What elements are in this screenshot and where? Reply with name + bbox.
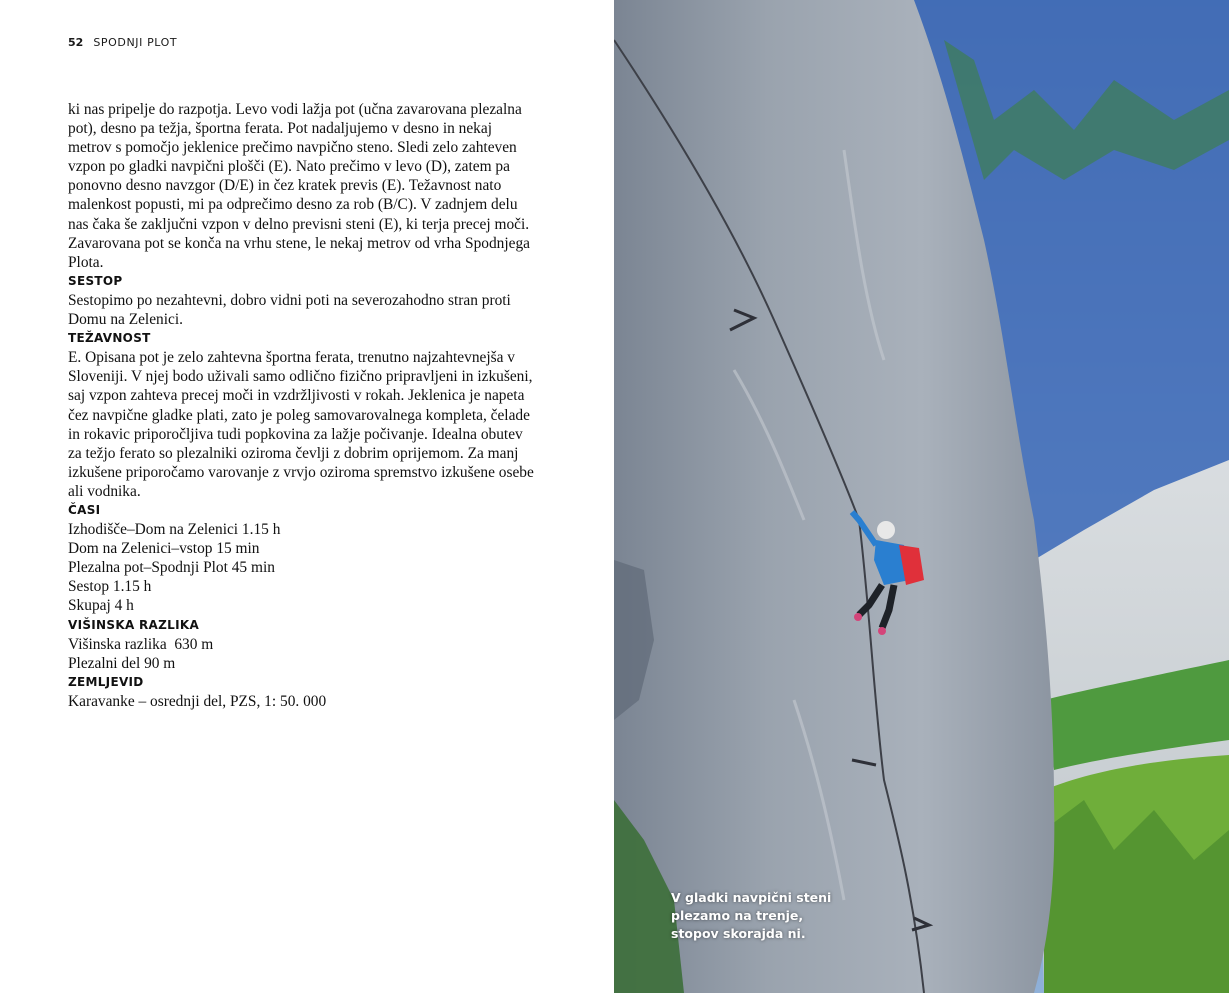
text-line: Plota. (68, 253, 104, 271)
tezavnost-heading: TEŽAVNOST (68, 331, 151, 346)
time-entry: Skupaj 4 h (68, 597, 134, 615)
text-line: vzpon po gladki navpični plošči (E). Nato prečimo v levo (D), zatem pa (68, 158, 510, 176)
text-line: Sloveniji. V njej bodo uživali samo odlično fizično pripravljeni in izkušeni, (68, 368, 533, 386)
section-title: SPODNJI PLOT (93, 36, 178, 49)
climber-shoe (854, 613, 862, 621)
intro-paragraph (68, 100, 554, 272)
text-line: nas čaka še zaključni vzpon v delno previsni steni (E), ki terja precej moči. (68, 215, 530, 233)
elevation-entry: Višinska razlika 630 m (68, 635, 214, 653)
text-line: izkušene priporočamo varovanje z vrvjo oziroma spremstvo izkušene osebe (68, 463, 534, 481)
zemljevid-heading: ZEMLJEVID (68, 674, 144, 689)
text-line: Sestopimo po nezahtevni, dobro vidni poti na severozahodno stran proti (68, 291, 511, 309)
casi-heading: ČASI (68, 502, 101, 517)
page-number: 52 (68, 36, 84, 49)
text-line: malenkost popusti, mi pa odprečimo desno za rob (B/C). V zadnjem delu (68, 196, 518, 214)
caption-line: stopov skorajda ni. (671, 926, 806, 941)
climber-shoe (878, 627, 886, 635)
sestop-heading: SESTOP (68, 273, 123, 288)
visinska-heading: VIŠINSKA RAZLIKA (68, 617, 200, 632)
tezavnost-paragraph (68, 348, 554, 501)
map-entry: Karavanke – osrednji del, PZS, 1: 50. 000 (68, 692, 327, 710)
text-line: Zavarovana pot se konča na vrhu stene, le nekaj metrov od vrha Spodnjega (68, 234, 530, 252)
text-line: za težjo ferato so plezalniki oziroma čevlji z dobrim oprijemom. Za manj (68, 444, 519, 462)
time-entry: Izhodišče–Dom na Zelenici 1.15 h (68, 521, 281, 539)
climbing-photo (614, 0, 1229, 993)
text-line: pot), desno pa težja, športna ferata. Pot nadaljujemo v desno in nekaj (68, 120, 492, 138)
text-line: ki nas pripelje do razpotja. Levo vodi lažja pot (učna zavarovana plezalna (68, 101, 522, 118)
left-page (0, 0, 614, 993)
text-line: metrov s pomočjo jeklenice prečimo navpično steno. Sledi zelo zahteven (68, 139, 517, 157)
text-line: E. Opisana pot je zelo zahtevna športna ferata, trenutno najzahtevnejša v (68, 349, 515, 367)
text-line: saj vzpon zahteva precej moči in vzdržljivosti v rokah. Jeklenica je napeta (68, 387, 525, 405)
time-entry: Plezalna pot–Spodnji Plot 45 min (68, 559, 275, 577)
running-head (68, 36, 177, 49)
text-line: ponovno desno navzgor (D/E) in čez kratek previs (E). Težavnost nato (68, 177, 502, 195)
zemljevid-paragraph (68, 692, 554, 711)
caption-line: plezamo na trenje, (671, 908, 804, 923)
photo-illustration (614, 0, 1229, 993)
text-line: in rokavic priporočljiva tudi popkovina za lažje počivanje. Idealna obutev (68, 425, 523, 443)
caption-line: V gladki navpični steni (671, 890, 832, 905)
time-entry: Dom na Zelenici–vstop 15 min (68, 540, 260, 558)
elevation-entry: Plezalni del 90 m (68, 654, 176, 672)
casi-list (68, 520, 554, 615)
sestop-paragraph (68, 291, 554, 329)
body-text (68, 100, 554, 711)
text-line: Domu na Zelenici. (68, 311, 183, 329)
time-entry: Sestop 1.15 h (68, 578, 152, 596)
visinska-list (68, 635, 554, 673)
photo-caption (671, 889, 841, 943)
text-line: ali vodnika. (68, 482, 141, 500)
text-line: čez navpične gladke plati, zato je poleg samovarovalnega kompleta, čelade (68, 406, 530, 424)
climber-helmet (877, 521, 895, 539)
